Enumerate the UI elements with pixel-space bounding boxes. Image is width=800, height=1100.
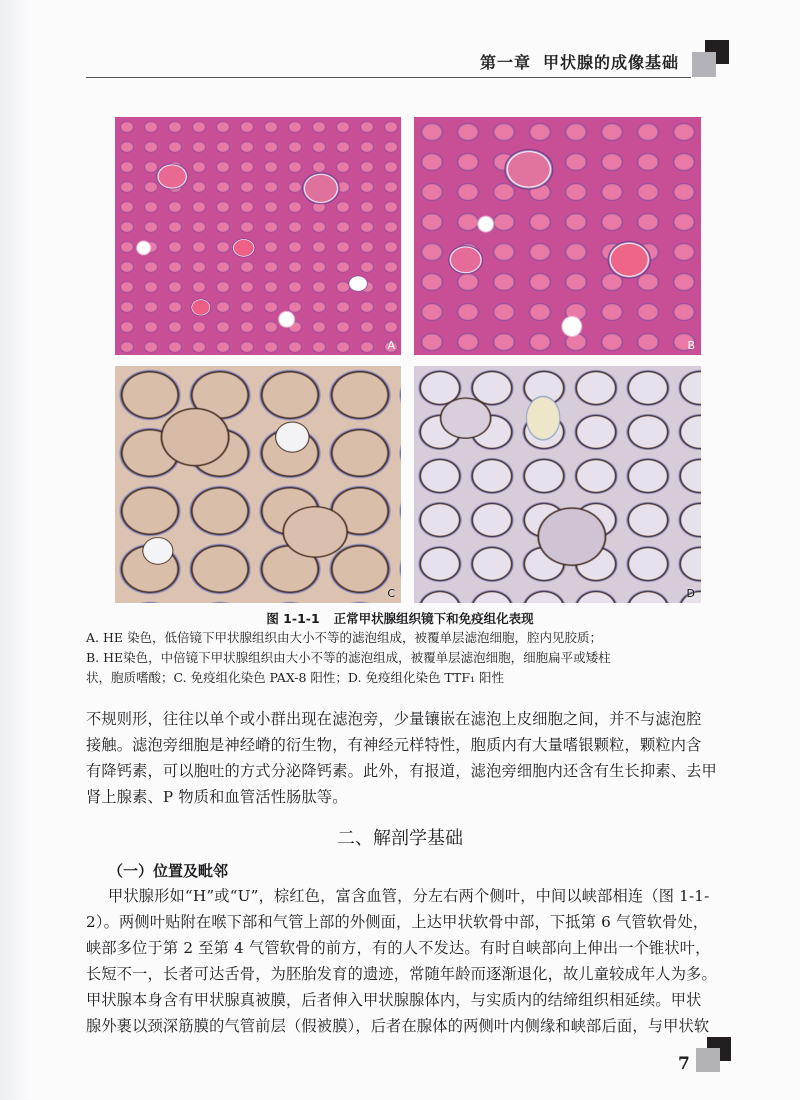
figure-number: 图 1-1-1 xyxy=(266,611,320,626)
body-text-line: 甲状腺形如“H”或“U”，棕红色，富含血管，分左右两个侧叶，中间以峡部相连（图 1-1- xyxy=(108,887,710,905)
body-text-line: 峡部多位于第 2 至第 4 气管软骨的前方，有的人不发达。有时自峡部向上伸出一个锥状叶， xyxy=(86,939,711,957)
section-heading: 二、解剖学基础 xyxy=(337,828,463,849)
chapter-number: 第一章 xyxy=(480,53,532,72)
figure-title: 正常甲状腺组织镜下和免疫组化表现 xyxy=(333,611,534,626)
figure-panel-c xyxy=(115,366,401,603)
panel-label-a: A xyxy=(387,339,395,352)
body-text-line: 甲状腺本身含有甲状腺真被膜，后者伸入甲状腺腺体内，与实质内的结缔组织相延续。甲状 xyxy=(86,991,702,1009)
body-text-line: 腺外裹以颈深筋膜的气管前层（假被膜），后者在腺体的两侧叶内侧缘和峡部后面，与甲状软 xyxy=(86,1017,710,1035)
caption-line: 状，胞质嗜酸；C. 免疫组化染色 PAX-8 阳性；D. 免疫组化染色 TTF₁ 阳性 xyxy=(86,670,504,685)
caption-line: A. HE 染色，低倍镜下甲状腺组织由大小不等的滤泡组成，被覆单层滤泡细胞，腔内见胶质； xyxy=(86,630,602,645)
header-decor-gray-square xyxy=(692,52,716,77)
sub-heading: （一）位置及毗邻 xyxy=(108,862,229,880)
figure-panel-d xyxy=(414,366,701,603)
body-text-line: 长短不一，长者可达舌骨，为胚胎发育的遗迹，常随年龄而逐渐退化，故儿童较成年人为多。 xyxy=(86,965,717,983)
caption-line: B. HE染色，中倍镜下甲状腺组织由大小不等的滤泡组成，被覆单层滤泡细胞，细胞扁平或矮柱 xyxy=(86,650,611,665)
page-number: 7 xyxy=(678,1054,690,1074)
body-text-line: 接触。滤泡旁细胞是神经嵴的衍生物，有神经元样特性，胞质内有大量嗜银颗粒，颗粒内含 xyxy=(86,736,702,754)
footer-decor-gray-square xyxy=(696,1048,720,1072)
body-text-line: 2）。两侧叶贴附在喉下部和气管上部的外侧面，上达甲状软骨中部，下抵第 6 气管软骨处， xyxy=(86,913,709,931)
page-edge-shadow xyxy=(0,0,30,1100)
panel-label-b: B xyxy=(687,339,695,352)
figure-panel-b xyxy=(414,117,701,355)
body-text-line: 有降钙素，可以胞吐的方式分泌降钙素。此外，有报道，滤泡旁细胞内还含有生长抑素、去甲 xyxy=(86,762,717,780)
body-text-line: 不规则形，往往以单个或小群出现在滤泡旁，少量镶嵌在滤泡上皮细胞之间，并不与滤泡腔 xyxy=(86,710,702,728)
figure-caption-title xyxy=(0,609,800,627)
figure-panel-a xyxy=(115,117,401,355)
panel-label-c: C xyxy=(387,587,395,600)
body-text-line: 肾上腺素、P 物质和血管活性肠肽等。 xyxy=(86,788,348,806)
header-rule xyxy=(86,77,691,78)
running-header xyxy=(480,50,690,73)
panel-label-d: D xyxy=(686,587,695,600)
chapter-title: 甲状腺的成像基础 xyxy=(543,53,680,72)
